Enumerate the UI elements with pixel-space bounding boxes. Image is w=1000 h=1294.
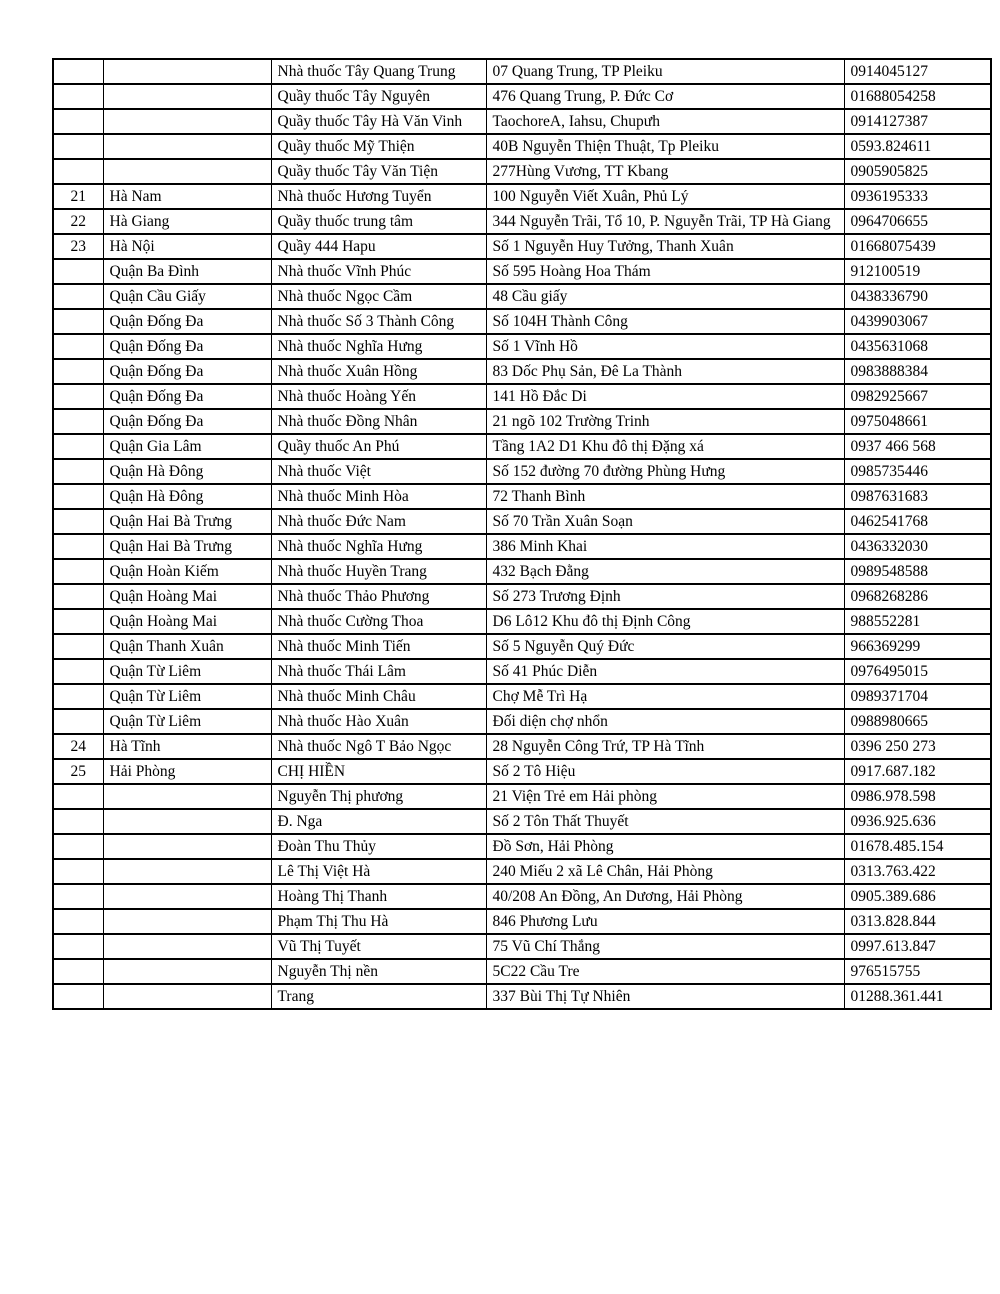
cell-region: Hà Tĩnh bbox=[103, 734, 271, 759]
cell-name: Phạm Thị Thu Hà bbox=[271, 909, 486, 934]
cell-phone: 0982925667 bbox=[844, 384, 991, 409]
cell-address: Số 1 Nguyễn Huy Tưởng, Thanh Xuân bbox=[486, 234, 844, 259]
table-row bbox=[53, 884, 991, 909]
cell-no bbox=[53, 509, 103, 534]
cell-name: Quầy 444 Hapu bbox=[271, 234, 486, 259]
cell-name: Nhà thuốc Ngô T Bảo Ngọc bbox=[271, 734, 486, 759]
cell-no bbox=[53, 684, 103, 709]
table-row bbox=[53, 259, 991, 284]
cell-name: Hoàng Thị Thanh bbox=[271, 884, 486, 909]
cell-region: Quận Đống Đa bbox=[103, 384, 271, 409]
cell-name: Quầy thuốc An Phú bbox=[271, 434, 486, 459]
cell-name: Nhà thuốc Minh Hòa bbox=[271, 484, 486, 509]
cell-region bbox=[103, 909, 271, 934]
cell-no: 21 bbox=[53, 184, 103, 209]
cell-no bbox=[53, 134, 103, 159]
table-row bbox=[53, 734, 991, 759]
cell-phone: 0968268286 bbox=[844, 584, 991, 609]
cell-no bbox=[53, 784, 103, 809]
cell-address: Số 273 Trương Định bbox=[486, 584, 844, 609]
cell-phone: 0313.828.844 bbox=[844, 909, 991, 934]
cell-no bbox=[53, 634, 103, 659]
cell-no bbox=[53, 59, 103, 84]
cell-phone: 0436332030 bbox=[844, 534, 991, 559]
cell-phone: 0936195333 bbox=[844, 184, 991, 209]
cell-phone: 0986.978.598 bbox=[844, 784, 991, 809]
cell-no bbox=[53, 84, 103, 109]
cell-region bbox=[103, 109, 271, 134]
cell-name: Quầy thuốc Tây Hà Văn Vinh bbox=[271, 109, 486, 134]
table-row bbox=[53, 209, 991, 234]
table-row bbox=[53, 609, 991, 634]
table-row bbox=[53, 584, 991, 609]
cell-phone: 912100519 bbox=[844, 259, 991, 284]
cell-no bbox=[53, 909, 103, 934]
table-row bbox=[53, 659, 991, 684]
cell-name: Trang bbox=[271, 984, 486, 1009]
cell-address: Số 152 đường 70 đường Phùng Hưng bbox=[486, 459, 844, 484]
cell-address: 28 Nguyễn Công Trứ, TP Hà Tĩnh bbox=[486, 734, 844, 759]
cell-no: 25 bbox=[53, 759, 103, 784]
table-row bbox=[53, 184, 991, 209]
cell-address: 40/208 An Đồng, An Dương, Hải Phòng bbox=[486, 884, 844, 909]
table-row bbox=[53, 434, 991, 459]
cell-name: Nhà thuốc Thái Lâm bbox=[271, 659, 486, 684]
cell-address: 141 Hồ Đắc Di bbox=[486, 384, 844, 409]
cell-phone: 01668075439 bbox=[844, 234, 991, 259]
cell-name: Nhà thuốc Nghĩa Hưng bbox=[271, 334, 486, 359]
table-row bbox=[53, 959, 991, 984]
table-row bbox=[53, 459, 991, 484]
cell-name: Đoàn Thu Thủy bbox=[271, 834, 486, 859]
cell-address: 386 Minh Khai bbox=[486, 534, 844, 559]
table-row bbox=[53, 759, 991, 784]
table-row bbox=[53, 59, 991, 84]
cell-address: Số 2 Tô Hiệu bbox=[486, 759, 844, 784]
cell-phone: 01688054258 bbox=[844, 84, 991, 109]
cell-address: Số 5 Nguyễn Quý Đức bbox=[486, 634, 844, 659]
cell-no bbox=[53, 159, 103, 184]
cell-phone: 0396 250 273 bbox=[844, 734, 991, 759]
cell-address: 337 Bùi Thị Tự Nhiên bbox=[486, 984, 844, 1009]
cell-region bbox=[103, 859, 271, 884]
cell-no bbox=[53, 334, 103, 359]
cell-address: 21 Viện Trẻ em Hải phòng bbox=[486, 784, 844, 809]
table-row bbox=[53, 859, 991, 884]
cell-phone: 0914127387 bbox=[844, 109, 991, 134]
cell-name: Quầy thuốc Tây Văn Tiện bbox=[271, 159, 486, 184]
cell-name: Nhà thuốc Hoàng Yến bbox=[271, 384, 486, 409]
cell-no bbox=[53, 959, 103, 984]
cell-phone: 0964706655 bbox=[844, 209, 991, 234]
cell-region: Quận Đống Đa bbox=[103, 309, 271, 334]
cell-phone: 0905905825 bbox=[844, 159, 991, 184]
cell-phone: 0439903067 bbox=[844, 309, 991, 334]
cell-region: Quận Hà Đông bbox=[103, 484, 271, 509]
cell-region: Quận Đống Đa bbox=[103, 409, 271, 434]
cell-address: 846 Phương Lưu bbox=[486, 909, 844, 934]
cell-region bbox=[103, 834, 271, 859]
cell-name: Nhà thuốc Vĩnh Phúc bbox=[271, 259, 486, 284]
cell-phone: 966369299 bbox=[844, 634, 991, 659]
cell-address: Số 2 Tôn Thất Thuyết bbox=[486, 809, 844, 834]
cell-region: Hà Nam bbox=[103, 184, 271, 209]
cell-region bbox=[103, 784, 271, 809]
table-row bbox=[53, 484, 991, 509]
table-row bbox=[53, 309, 991, 334]
cell-no bbox=[53, 584, 103, 609]
table-row bbox=[53, 509, 991, 534]
cell-region: Hà Giang bbox=[103, 209, 271, 234]
cell-address: 277Hùng Vương, TT Kbang bbox=[486, 159, 844, 184]
cell-phone: 0435631068 bbox=[844, 334, 991, 359]
table-row bbox=[53, 359, 991, 384]
cell-phone: 0985735446 bbox=[844, 459, 991, 484]
table-row bbox=[53, 534, 991, 559]
cell-no bbox=[53, 984, 103, 1009]
table-row bbox=[53, 784, 991, 809]
table-row bbox=[53, 284, 991, 309]
cell-no bbox=[53, 259, 103, 284]
cell-region: Quận Hoàn Kiếm bbox=[103, 559, 271, 584]
table-row bbox=[53, 834, 991, 859]
cell-no bbox=[53, 484, 103, 509]
cell-name: Quầy thuốc Mỹ Thiện bbox=[271, 134, 486, 159]
cell-region: Quận Từ Liêm bbox=[103, 709, 271, 734]
cell-name: Nhà thuốc Minh Tiến bbox=[271, 634, 486, 659]
cell-no bbox=[53, 859, 103, 884]
cell-region: Quận Cầu Giấy bbox=[103, 284, 271, 309]
cell-no bbox=[53, 709, 103, 734]
cell-address: Số 41 Phúc Diễn bbox=[486, 659, 844, 684]
cell-region: Quận Đống Đa bbox=[103, 334, 271, 359]
cell-address: 100 Nguyễn Viết Xuân, Phủ Lý bbox=[486, 184, 844, 209]
cell-no bbox=[53, 534, 103, 559]
table-row bbox=[53, 634, 991, 659]
table-row bbox=[53, 984, 991, 1009]
cell-region bbox=[103, 134, 271, 159]
cell-phone: 01288.361.441 bbox=[844, 984, 991, 1009]
table-row bbox=[53, 109, 991, 134]
cell-region: Quận Gia Lâm bbox=[103, 434, 271, 459]
cell-region bbox=[103, 84, 271, 109]
cell-region: Quận Hà Đông bbox=[103, 459, 271, 484]
cell-phone: 0988980665 bbox=[844, 709, 991, 734]
cell-region bbox=[103, 59, 271, 84]
cell-phone: 0997.613.847 bbox=[844, 934, 991, 959]
cell-phone: 0936.925.636 bbox=[844, 809, 991, 834]
cell-name: Nhà thuốc Xuân Hồng bbox=[271, 359, 486, 384]
cell-address: 21 ngõ 102 Trường Trinh bbox=[486, 409, 844, 434]
cell-phone: 0917.687.182 bbox=[844, 759, 991, 784]
cell-address: Tầng 1A2 D1 Khu đô thị Đặng xá bbox=[486, 434, 844, 459]
cell-name: Nguyễn Thị phương bbox=[271, 784, 486, 809]
table-row bbox=[53, 909, 991, 934]
cell-no: 24 bbox=[53, 734, 103, 759]
cell-name: Vũ Thị Tuyết bbox=[271, 934, 486, 959]
cell-phone: 0313.763.422 bbox=[844, 859, 991, 884]
cell-phone: 976515755 bbox=[844, 959, 991, 984]
cell-address: 240 Miếu 2 xã Lê Chân, Hải Phòng bbox=[486, 859, 844, 884]
table-row bbox=[53, 384, 991, 409]
cell-name: Nhà thuốc Minh Châu bbox=[271, 684, 486, 709]
cell-region bbox=[103, 984, 271, 1009]
cell-region: Quận Hoàng Mai bbox=[103, 609, 271, 634]
cell-no: 23 bbox=[53, 234, 103, 259]
cell-name: Nhà thuốc Ngọc Cầm bbox=[271, 284, 486, 309]
cell-no bbox=[53, 109, 103, 134]
table-row bbox=[53, 134, 991, 159]
cell-name: Nhà thuốc Đồng Nhân bbox=[271, 409, 486, 434]
cell-phone: 0438336790 bbox=[844, 284, 991, 309]
cell-region bbox=[103, 809, 271, 834]
cell-name: Quầy thuốc trung tâm bbox=[271, 209, 486, 234]
cell-address: 83 Dốc Phụ Sản, Đê La Thành bbox=[486, 359, 844, 384]
cell-address: Số 595 Hoàng Hoa Thám bbox=[486, 259, 844, 284]
cell-address: 5C22 Cầu Tre bbox=[486, 959, 844, 984]
cell-no bbox=[53, 559, 103, 584]
cell-no bbox=[53, 884, 103, 909]
cell-address: 48 Cầu giấy bbox=[486, 284, 844, 309]
cell-no bbox=[53, 834, 103, 859]
cell-phone: 0987631683 bbox=[844, 484, 991, 509]
cell-phone: 0989371704 bbox=[844, 684, 991, 709]
cell-no bbox=[53, 434, 103, 459]
cell-no bbox=[53, 359, 103, 384]
cell-name: Nhà thuốc Việt bbox=[271, 459, 486, 484]
cell-region: Quận Thanh Xuân bbox=[103, 634, 271, 659]
cell-address: 07 Quang Trung, TP Pleiku bbox=[486, 59, 844, 84]
cell-phone: 0914045127 bbox=[844, 59, 991, 84]
table-row bbox=[53, 334, 991, 359]
cell-region: Quận Từ Liêm bbox=[103, 659, 271, 684]
cell-no: 22 bbox=[53, 209, 103, 234]
cell-phone: 0593.824611 bbox=[844, 134, 991, 159]
cell-name: Nhà thuốc Huyền Trang bbox=[271, 559, 486, 584]
cell-no bbox=[53, 284, 103, 309]
cell-name: Nguyễn Thị nền bbox=[271, 959, 486, 984]
table-row bbox=[53, 934, 991, 959]
cell-region: Quận Từ Liêm bbox=[103, 684, 271, 709]
cell-name: Nhà thuốc Tây Quang Trung bbox=[271, 59, 486, 84]
cell-address: Chợ Mễ Trì Hạ bbox=[486, 684, 844, 709]
cell-phone: 0983888384 bbox=[844, 359, 991, 384]
table-row bbox=[53, 709, 991, 734]
table-row bbox=[53, 409, 991, 434]
cell-name: Nhà thuốc Hương Tuyển bbox=[271, 184, 486, 209]
pharmacy-contact-table bbox=[52, 58, 992, 1010]
cell-no bbox=[53, 609, 103, 634]
cell-name: CHỊ HIỀN bbox=[271, 759, 486, 784]
cell-region bbox=[103, 934, 271, 959]
cell-address: 40B Nguyễn Thiện Thuật, Tp Pleiku bbox=[486, 134, 844, 159]
cell-name: Nhà thuốc Đức Nam bbox=[271, 509, 486, 534]
cell-address: TaochoreA, Iahsu, Chupưh bbox=[486, 109, 844, 134]
cell-region: Quận Hai Bà Trưng bbox=[103, 534, 271, 559]
cell-address: 72 Thanh Bình bbox=[486, 484, 844, 509]
cell-name: Nhà thuốc Số 3 Thành Công bbox=[271, 309, 486, 334]
cell-address: D6 Lô12 Khu đô thị Định Công bbox=[486, 609, 844, 634]
cell-phone: 0905.389.686 bbox=[844, 884, 991, 909]
cell-name: Nhà thuốc Cường Thoa bbox=[271, 609, 486, 634]
cell-name: Quầy thuốc Tây Nguyên bbox=[271, 84, 486, 109]
cell-address: Số 70 Trần Xuân Soạn bbox=[486, 509, 844, 534]
cell-address: Đối diện chợ nhổn bbox=[486, 709, 844, 734]
cell-address: 344 Nguyễn Trãi, Tổ 10, P. Nguyễn Trãi, TP Hà Giang bbox=[486, 209, 844, 234]
table-row bbox=[53, 84, 991, 109]
cell-address: Số 1 Vĩnh Hồ bbox=[486, 334, 844, 359]
cell-region bbox=[103, 159, 271, 184]
cell-phone: 0975048661 bbox=[844, 409, 991, 434]
cell-address: 75 Vũ Chí Thắng bbox=[486, 934, 844, 959]
cell-region bbox=[103, 884, 271, 909]
cell-region: Hải Phòng bbox=[103, 759, 271, 784]
cell-no bbox=[53, 459, 103, 484]
table-row bbox=[53, 559, 991, 584]
cell-name: Nhà thuốc Hào Xuân bbox=[271, 709, 486, 734]
cell-name: Đ. Nga bbox=[271, 809, 486, 834]
cell-phone: 0976495015 bbox=[844, 659, 991, 684]
cell-phone: 0989548588 bbox=[844, 559, 991, 584]
cell-region: Hà Nội bbox=[103, 234, 271, 259]
table-body bbox=[53, 59, 991, 1009]
cell-region: Quận Hai Bà Trưng bbox=[103, 509, 271, 534]
cell-no bbox=[53, 309, 103, 334]
table-row bbox=[53, 159, 991, 184]
cell-no bbox=[53, 659, 103, 684]
cell-name: Lê Thị Việt Hà bbox=[271, 859, 486, 884]
cell-address: 476 Quang Trung, P. Đức Cơ bbox=[486, 84, 844, 109]
table-row bbox=[53, 809, 991, 834]
table-row bbox=[53, 234, 991, 259]
cell-phone: 0462541768 bbox=[844, 509, 991, 534]
cell-no bbox=[53, 809, 103, 834]
cell-no bbox=[53, 934, 103, 959]
cell-phone: 988552281 bbox=[844, 609, 991, 634]
cell-region bbox=[103, 959, 271, 984]
cell-name: Nhà thuốc Nghĩa Hưng bbox=[271, 534, 486, 559]
cell-phone: 01678.485.154 bbox=[844, 834, 991, 859]
cell-name: Nhà thuốc Thảo Phương bbox=[271, 584, 486, 609]
cell-phone: 0937 466 568 bbox=[844, 434, 991, 459]
cell-no bbox=[53, 409, 103, 434]
cell-no bbox=[53, 384, 103, 409]
cell-region: Quận Hoàng Mai bbox=[103, 584, 271, 609]
table-row bbox=[53, 684, 991, 709]
cell-region: Quận Ba Đình bbox=[103, 259, 271, 284]
cell-address: Đồ Sơn, Hải Phòng bbox=[486, 834, 844, 859]
cell-region: Quận Đống Đa bbox=[103, 359, 271, 384]
cell-address: Số 104H Thành Công bbox=[486, 309, 844, 334]
cell-address: 432 Bạch Đằng bbox=[486, 559, 844, 584]
